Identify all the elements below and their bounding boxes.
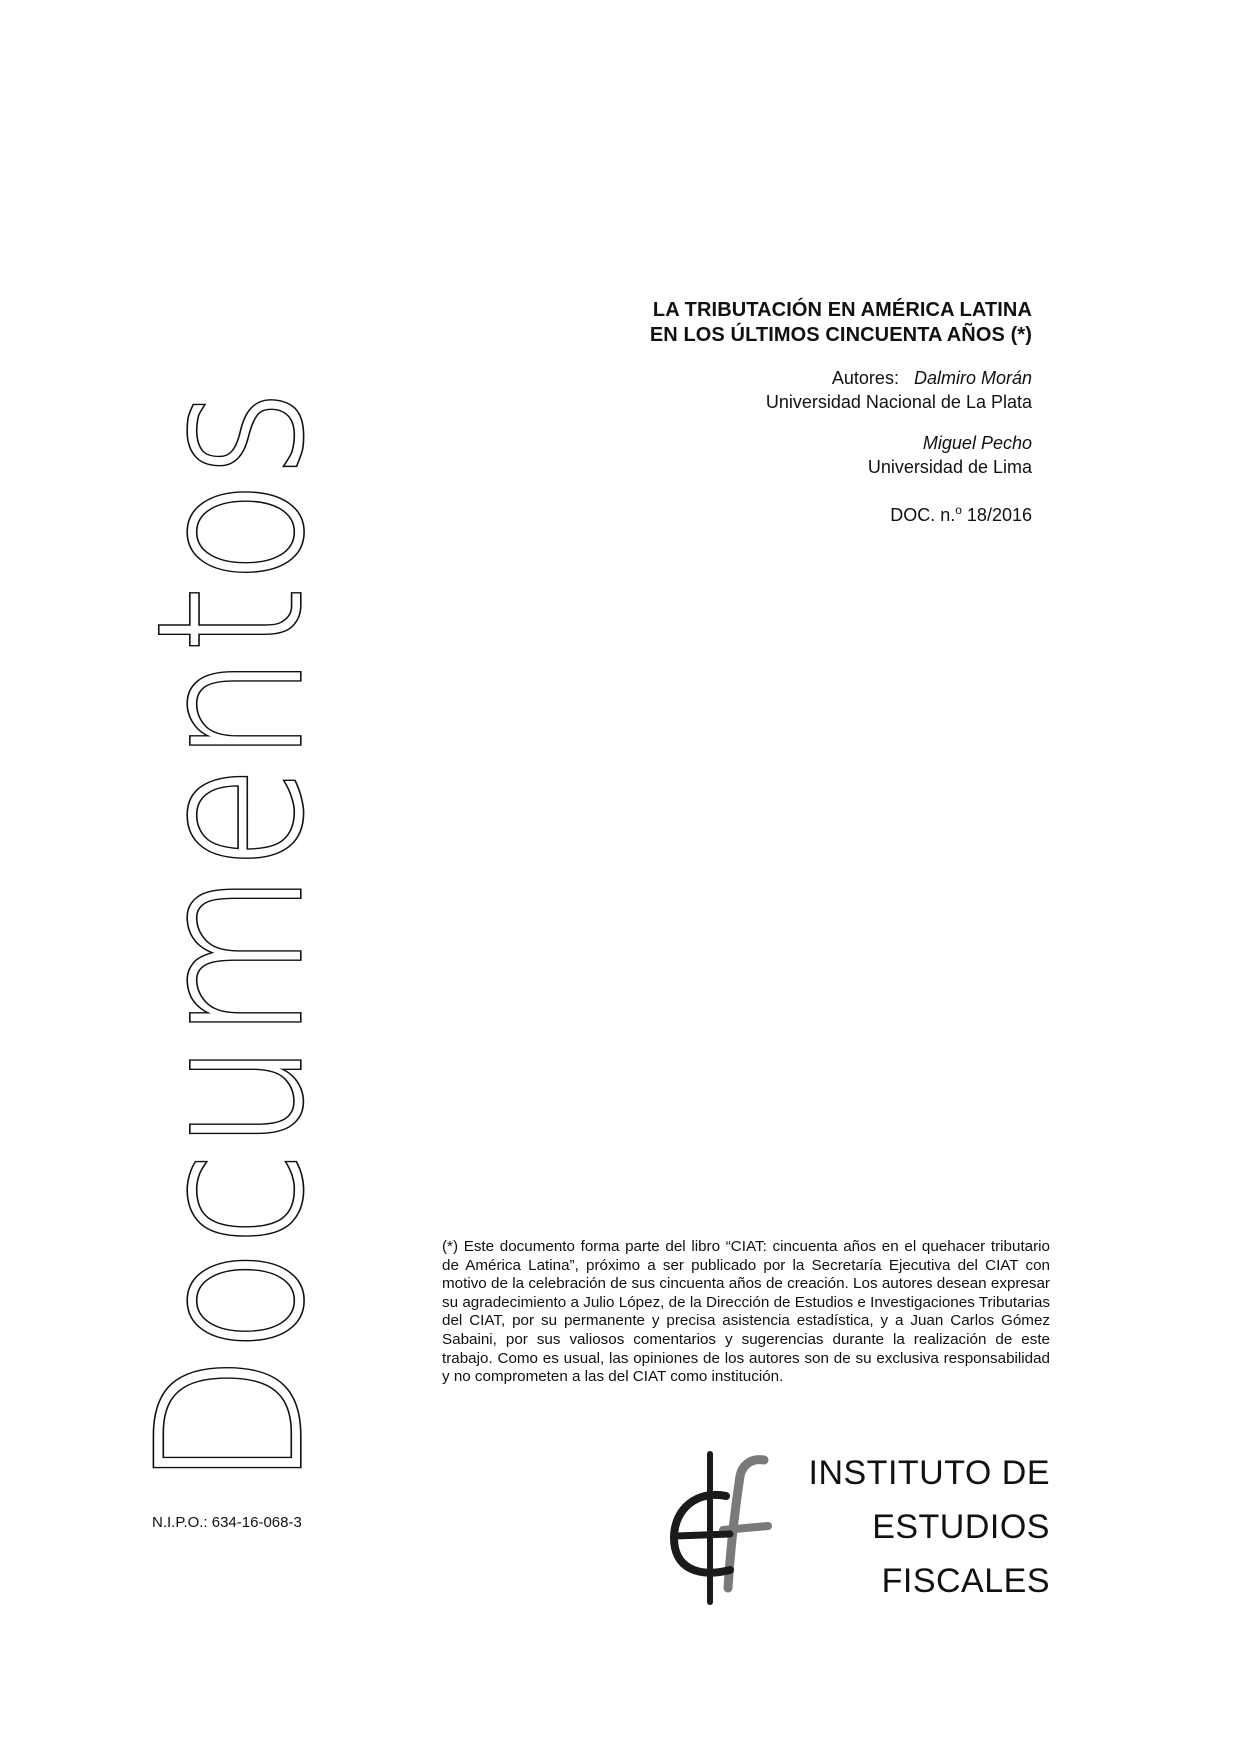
authors-label: Autores:: [831, 368, 899, 388]
document-title: [472, 298, 1032, 348]
documentos-spine-title: [115, 225, 348, 1490]
author-2: [472, 431, 1032, 479]
institute-name: [809, 1446, 1051, 1608]
document-number: [472, 498, 1032, 527]
spine-text: Documentos: [115, 225, 348, 1488]
author-2-affiliation: Universidad de Lima: [867, 457, 1032, 477]
footnote: (*) Este documento forma parte del libro “CIAT: cincuenta años en el quehacer tributario de América Latina”, próximo a ser publicado por la Secretaría Ejecutiva del CIAT con motivo de la celebración de sus cincuenta años de creación. Los autores desean expresar su agradecimiento a Julio López, de la Dirección de Estudios e Investigaciones Tributarias del CIAT, por su permanente y precisa asistencia estadística, y a Juan Carlos Gómez Sabaini, por sus valiosos comentarios y sugerencias durante la realización de este trabajo. Como es usual, las opiniones de los autores son de su exclusiva responsabilidad y no comprometen a las del CIAT como institución.: [442, 1238, 1050, 1386]
title-line-2: EN LOS ÚLTIMOS CINCUENTA AÑOS (*): [649, 324, 1032, 346]
doc-degree: o: [955, 503, 962, 517]
doc-number: 18/2016: [961, 505, 1032, 525]
author-1: [472, 366, 1032, 414]
institute-line-2: ESTUDIOS: [872, 1508, 1050, 1546]
nipo-code: N.I.P.O.: 634-16-068-3: [152, 1514, 302, 1531]
title-line-1: LA TRIBUTACIÓN EN AMÉRICA LATINA: [652, 299, 1032, 321]
author-1-affiliation: Universidad Nacional de La Plata: [765, 392, 1032, 412]
author-1-name: Dalmiro Morán: [913, 368, 1032, 388]
ief-logo-icon: [668, 1446, 788, 1606]
document-header: [472, 298, 1032, 527]
author-2-name: Miguel Pecho: [922, 433, 1032, 453]
institute-line-1: INSTITUTO DE: [808, 1454, 1050, 1492]
doc-prefix: DOC. n.: [890, 505, 956, 525]
institute-line-3: FISCALES: [881, 1562, 1050, 1600]
